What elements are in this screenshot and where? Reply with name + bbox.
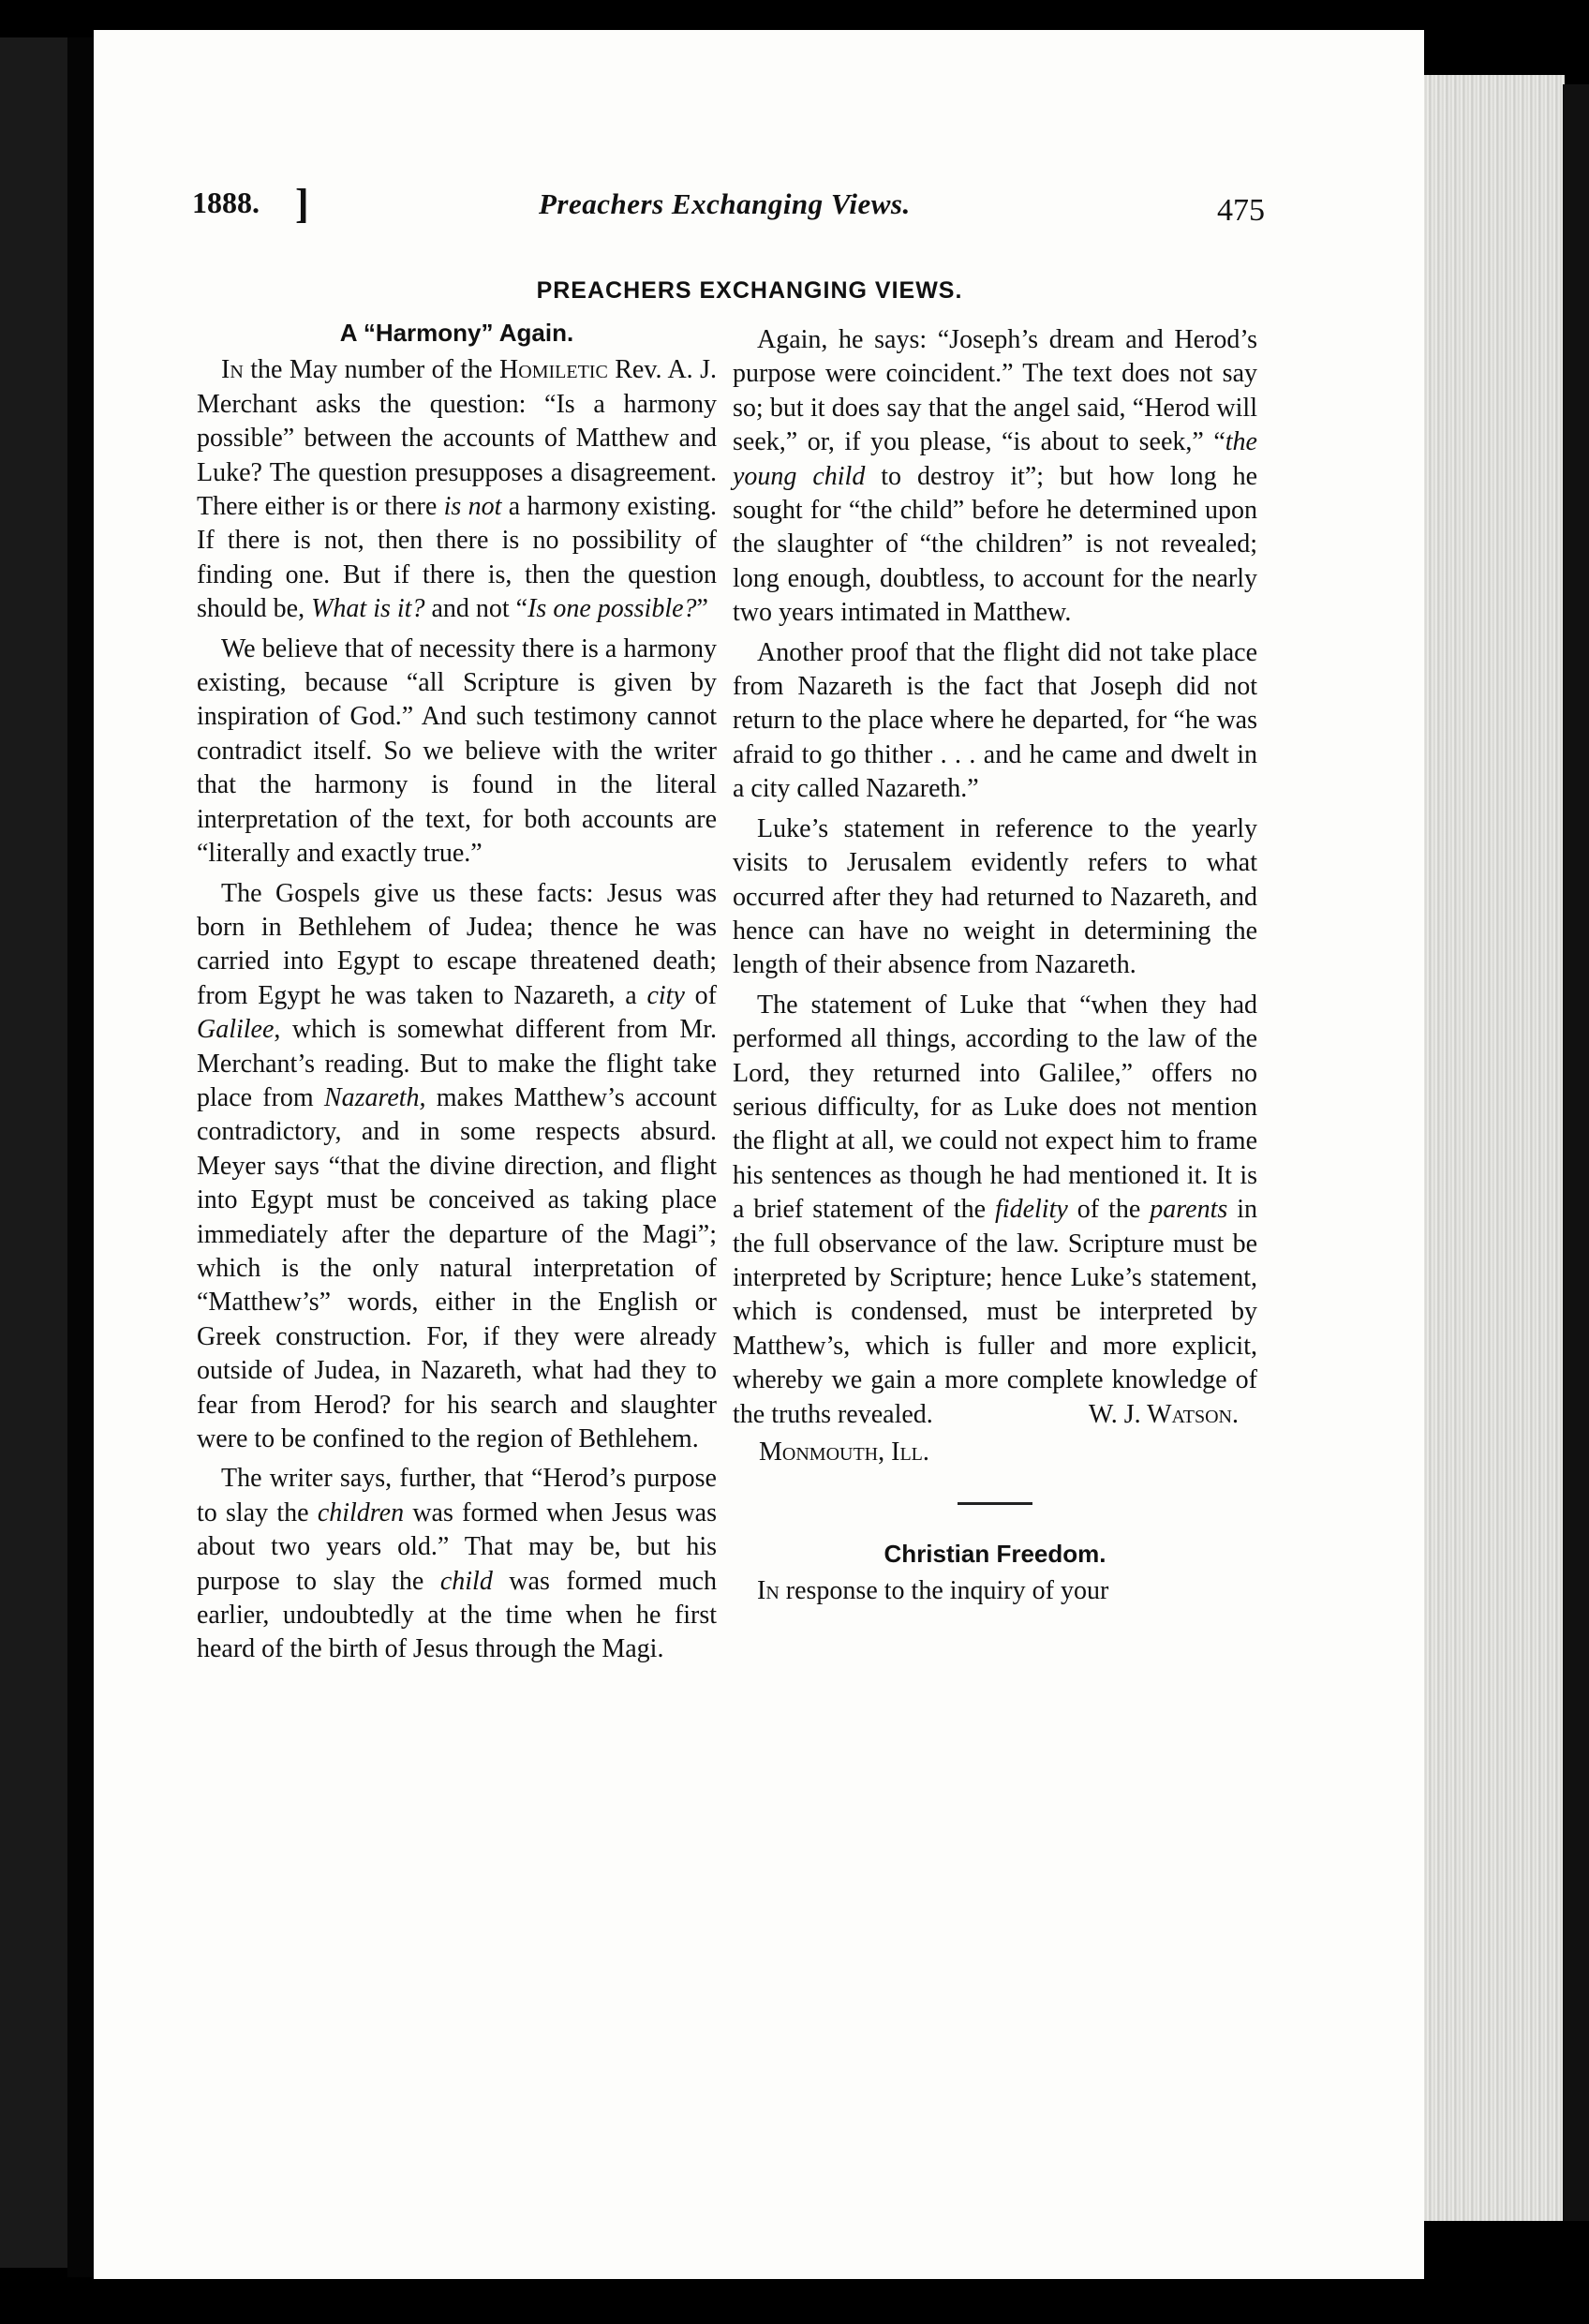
text-run: Rev. A. J. Merchant asks the question: “Is a harmony possible” between the accounts of Matthew and Luke? The question presupposes a disagreement. There either is or there [197, 355, 718, 522]
facing-page-edge [0, 37, 75, 2268]
signature-place: Monmouth, Ill. [759, 1438, 929, 1467]
column-left [197, 316, 717, 1667]
emphasis: What is it? [311, 594, 425, 624]
section-title: PREACHERS EXCHANGING VIEWS. [536, 277, 963, 304]
paragraph-8 [733, 989, 1257, 1432]
emphasis: the young child [733, 427, 1257, 491]
paragraph-5 [733, 323, 1257, 631]
text-run: a harmony existing. If there is not, then there is no possibility of finding one. But if there is, then the question should be, [197, 492, 717, 624]
text-run: The statement of Luke that “when they had performed all things, according to the law of the Lord, they returned into Galilee,” offers no serious difficulty, for as Luke does not mention the flight at all, we could not expect him to frame his sentences as though he had mentioned it. It is a brief statement of the [733, 990, 1257, 1225]
text-run: The Gospels give us these facts: Jesus was born in Bethlehem of Judea; thence he was carried into Egypt to escape threatened death; from Egypt he was taken to Nazareth, a [197, 878, 717, 1010]
paragraph-3 [197, 877, 717, 1457]
text-run: ” [696, 594, 708, 624]
bottom-shadow [0, 2279, 1589, 2324]
emphasis: child [439, 1566, 493, 1596]
article-title: A “Harmony” Again. [339, 319, 574, 347]
text-run: makes Matthew’s account contradictory, and in some respects absurd. Meyer says “that the divine direction, and flight into Egypt must be conceived as taking place immediately after the departure of the Magi”; which is the only natural interpretation of “Matthew’s” words, either in the English or Greek construction. For, if they were already outside of Judea, in Nazareth, what had they to fear from Herod? for his search and slaughter were to be confined to the region of Bethlehem. [197, 1082, 717, 1453]
lead-word: In [221, 355, 244, 385]
emphasis: city [646, 980, 685, 1010]
journal-name: Homiletic [499, 355, 608, 385]
text-run: of the [1067, 1195, 1151, 1225]
emphasis: parents [1150, 1195, 1228, 1225]
text-run: of [684, 980, 717, 1010]
paragraph-6: Another proof that the flight did not take place from Nazareth is the fact that Joseph did not return to the place where he departed, for “he was afraid to go thither . . . and he came and dwelt in a city called Nazareth.” [733, 637, 1257, 804]
running-title: Preachers Exchanging Views. [539, 187, 911, 220]
column-right [733, 323, 1257, 1609]
divider-rule [958, 1502, 1032, 1505]
text-run: was formed when Jesus was about two years old.” That may be, but his purpose to slay the [197, 1497, 717, 1596]
article-2-title: Christian Freedom. [884, 1539, 1106, 1568]
emphasis: Galilee [197, 1015, 275, 1045]
text-run: the May number of the [243, 355, 500, 385]
text-run: and not “ [424, 594, 528, 624]
emphasis: children [317, 1497, 405, 1527]
paragraph-2: We believe that of necessity there is a harmony existing, because “all Scripture is given by inspiration of God.” And such testimony cannot contradict itself. So we believe with the writer that the harmony is found in the literal interpretation of the text, for both accounts are “literally and exactly true.” [197, 633, 717, 869]
signature: W. J. Watson. [1088, 1400, 1239, 1429]
gutter-shadow [67, 37, 94, 2277]
text-run: , which is somewhat different from Mr. Merchant’s reading. But to make the flight take place from [197, 1015, 717, 1112]
text-run: was formed much earlier, undoubtedly at the time when he first heard of the birth of Jesus through the Magi. [197, 1566, 717, 1664]
text-run: The writer says, further, that “Herod’s purpose to slay the [197, 1464, 717, 1527]
emphasis: fidelity [995, 1195, 1068, 1225]
text-run: to destroy it”; but how long he sought for “the child” before he determined upon the slaughter of “the children” is not revealed; long enough, doubtless, to account for the nearly two years intimated in Matthew. [733, 461, 1257, 628]
text-run: Again, he says: “Joseph’s dream and Herod’s purpose were coincident.” The text does not say so; but it does say that the angel said, “Herod will seek,” or, if you please, “is about to seek,” “ [733, 325, 1257, 457]
emphasis: Is one possible? [527, 594, 697, 624]
paragraph-7: Luke’s statement in reference to the yearly visits to Jerusalem evidently refers to what occurred after they had returned to Nazareth, and hence can have no weight in determining the length of their absence from Nazareth. [733, 813, 1257, 980]
paragraph-4 [197, 1462, 717, 1666]
article-2-paragraph [733, 1574, 1257, 1608]
text-run: response to the inquiry of your [779, 1576, 1109, 1606]
paragraph-1 [197, 353, 717, 626]
page-number: 475 [1217, 193, 1265, 228]
running-head [192, 181, 1265, 242]
year: 1888. [192, 186, 260, 219]
emphasis: is not [443, 492, 502, 522]
text-run: in the full observance of the law. Scripture must be interpreted by Scripture; hence Luke’s statement, which is condensed, must be interpreted by Matthew’s, which is fuller and more explicit, whereby we gain a more complete knowledge of the truths revealed. [733, 1195, 1258, 1429]
book-edge-shadow [1563, 84, 1589, 2221]
lead-word: In [757, 1576, 780, 1606]
book-fore-edge [1424, 75, 1565, 2221]
emphasis: Nazareth, [323, 1082, 426, 1112]
bracket: ] [295, 181, 309, 227]
